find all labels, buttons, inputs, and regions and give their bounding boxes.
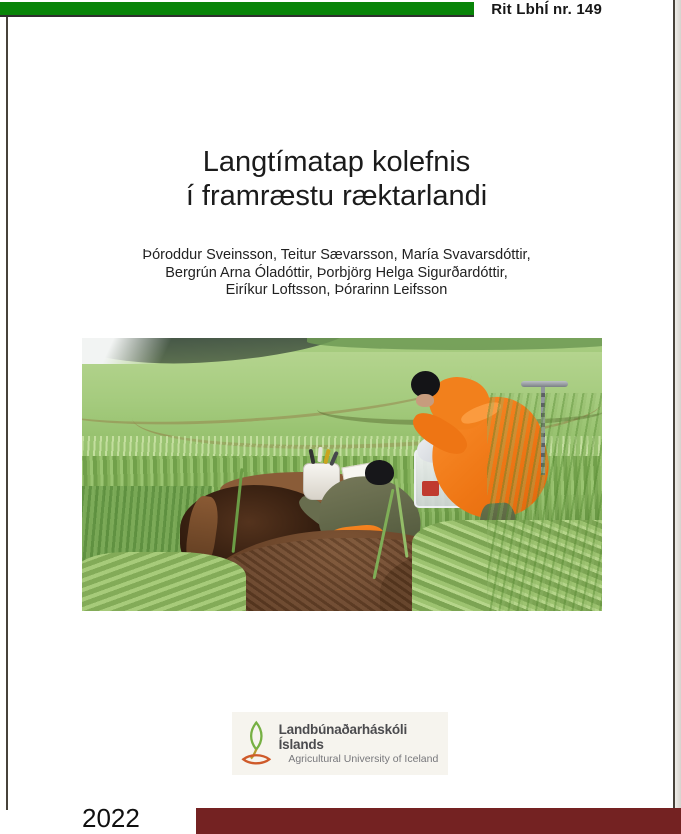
university-name-english: Agricultural University of Iceland xyxy=(288,752,439,765)
soil-auger-handle xyxy=(521,381,568,387)
university-logo xyxy=(232,712,448,775)
university-name-icelandic: Landbúnaðarháskóli Íslands xyxy=(278,721,408,753)
photo-trampled-crop-left xyxy=(82,552,246,611)
university-logo-icon xyxy=(241,718,272,770)
top-green-bar xyxy=(0,2,474,17)
title-line-1: Langtímatap kolefnis xyxy=(202,146,471,178)
sample-box-red-item xyxy=(422,481,439,496)
report-series-number: Rit LbhÍ nr. 149 xyxy=(491,1,602,18)
photo-sky xyxy=(82,338,190,364)
page-border-left xyxy=(6,15,8,810)
leaf-stem xyxy=(251,749,256,758)
authors-line-2: Bergrún Arna Óladóttir, Þorbjörg Helga Sigurðardóttir, xyxy=(165,264,508,281)
report-title xyxy=(0,145,673,213)
cover-photo xyxy=(82,338,602,611)
photo-far-ridge xyxy=(307,338,602,350)
publication-year: 2022 xyxy=(82,803,140,833)
authors-line-3: Eiríkur Loftsson, Þórarinn Leifsson xyxy=(225,282,448,298)
standing-researcher-face xyxy=(416,394,434,407)
swoosh-icon xyxy=(243,755,269,763)
author-list xyxy=(0,247,673,300)
kneeling-researcher-beanie xyxy=(365,460,394,485)
page-border-right xyxy=(673,0,675,810)
bottom-maroon-bar xyxy=(196,808,681,834)
leaf-icon xyxy=(251,722,261,749)
authors-line-1: Þóroddur Sveinsson, Teitur Sævarsson, María Svavarsdóttir, xyxy=(142,247,531,263)
university-logo-text xyxy=(279,722,448,765)
title-line-2: í framræstu ræktarlandi xyxy=(185,180,488,212)
photo-foreground-grass-overlay xyxy=(487,393,602,611)
page-edge-shadow xyxy=(675,0,681,834)
